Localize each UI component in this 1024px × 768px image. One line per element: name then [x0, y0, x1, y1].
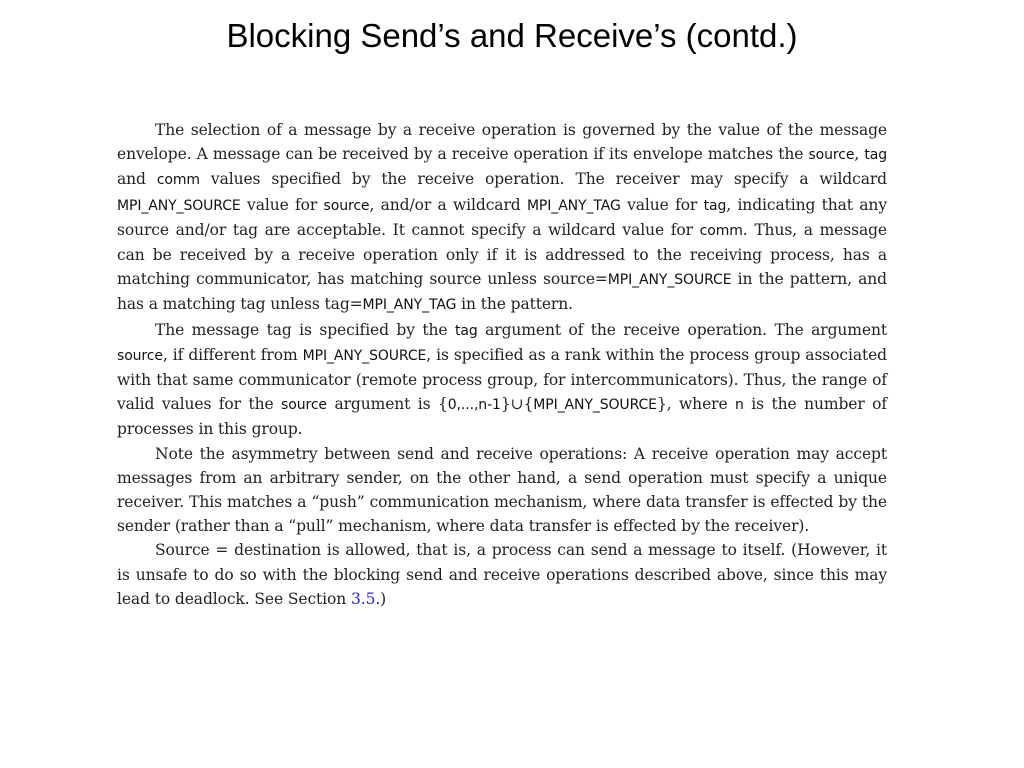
paragraph-text: , if different from — [162, 345, 303, 364]
code-term: source — [323, 197, 370, 214]
paragraph-text: . Thus, a message can be received by a receive operation only if it is addressed to the receiving process, has a matching communicator, has matching source unless source= — [117, 220, 887, 289]
paragraph-text: }, where — [656, 395, 736, 414]
paragraph-text: .) — [375, 589, 387, 608]
code-term: source — [808, 147, 855, 164]
code-term: n — [735, 397, 744, 414]
paragraph — [117, 442, 887, 539]
code-term: MPI_ANY_SOURCE — [607, 272, 732, 289]
paragraph-text: , is specified as a rank within the process group associated with that same communicator (remote process group, for intercommunicators). Thus, the range of valid values for the — [117, 345, 887, 414]
code-term: source — [117, 347, 163, 364]
code-term: MPI_ANY_SOURCE — [302, 347, 427, 364]
paragraph-text: in the pattern. — [456, 295, 573, 314]
paragraph-text: , indicating that any source and/or tag are acceptable. It cannot specify a wildcard value for — [117, 195, 887, 239]
paragraph-text: The message tag is specified by the — [155, 320, 455, 339]
paragraph-text: is the number of processes in this group. — [117, 395, 888, 439]
paragraph-text: values specified by the receive operation. The receiver may specify a wildcard — [199, 170, 887, 189]
paragraph-text: The selection of a message by a receive operation is governed by the value of the message envelope. A message can be received by a receive operation if its envelope matches the — [117, 121, 887, 164]
code-term: 0,...,n-1 — [447, 397, 501, 414]
paragraph-text: in the pattern, and has a matching tag unless tag= — [117, 270, 887, 314]
code-term: tag — [454, 322, 478, 339]
body-text — [117, 118, 887, 611]
code-term: MPI_ANY_TAG — [362, 297, 457, 314]
code-term: comm — [156, 172, 200, 189]
paragraph-text: value for — [620, 195, 704, 214]
paragraph — [117, 538, 887, 611]
paragraph-text: }∪{ — [500, 395, 534, 414]
paragraph-text: Note the asymmetry between send and receive operations: A receive operation may accept messages from an arbitrary sender, on the other hand, a send operation must specify a unique receiver. This matches a “push” communication mechanism, where data transfer is effected by the sender (rather than a “pull” mechanism, where data transfer is effected by the receiver). — [117, 444, 887, 536]
slide-title: Blocking Send’s and Receive’s (contd.) — [226, 17, 798, 54]
code-term: tag — [864, 147, 888, 164]
code-term: comm — [699, 222, 743, 239]
paragraph-text: value for — [240, 195, 324, 214]
paragraph-text: , and/or a wildcard — [369, 195, 527, 214]
code-term: MPI_ANY_SOURCE — [117, 197, 241, 214]
paragraph-text: and — [117, 170, 157, 189]
code-term: source — [281, 397, 327, 414]
paragraph-text: , — [854, 145, 865, 164]
paragraph-text: argument of the receive operation. The argument — [477, 320, 887, 339]
code-term: MPI_ANY_TAG — [526, 197, 621, 214]
paragraph-text: argument is { — [326, 395, 448, 414]
code-term: tag — [703, 197, 727, 214]
code-term: MPI_ANY_SOURCE — [533, 397, 657, 414]
paragraph — [117, 318, 887, 442]
paragraph — [117, 118, 887, 318]
paragraph-text: Source = destination is allowed, that is, a process can send a message to itself. (However, it is unsafe to do so with the blocking send and receive operations described above, since this may lead to deadlock. See Section — [117, 541, 887, 608]
section-link[interactable]: 3.5 — [350, 589, 376, 608]
